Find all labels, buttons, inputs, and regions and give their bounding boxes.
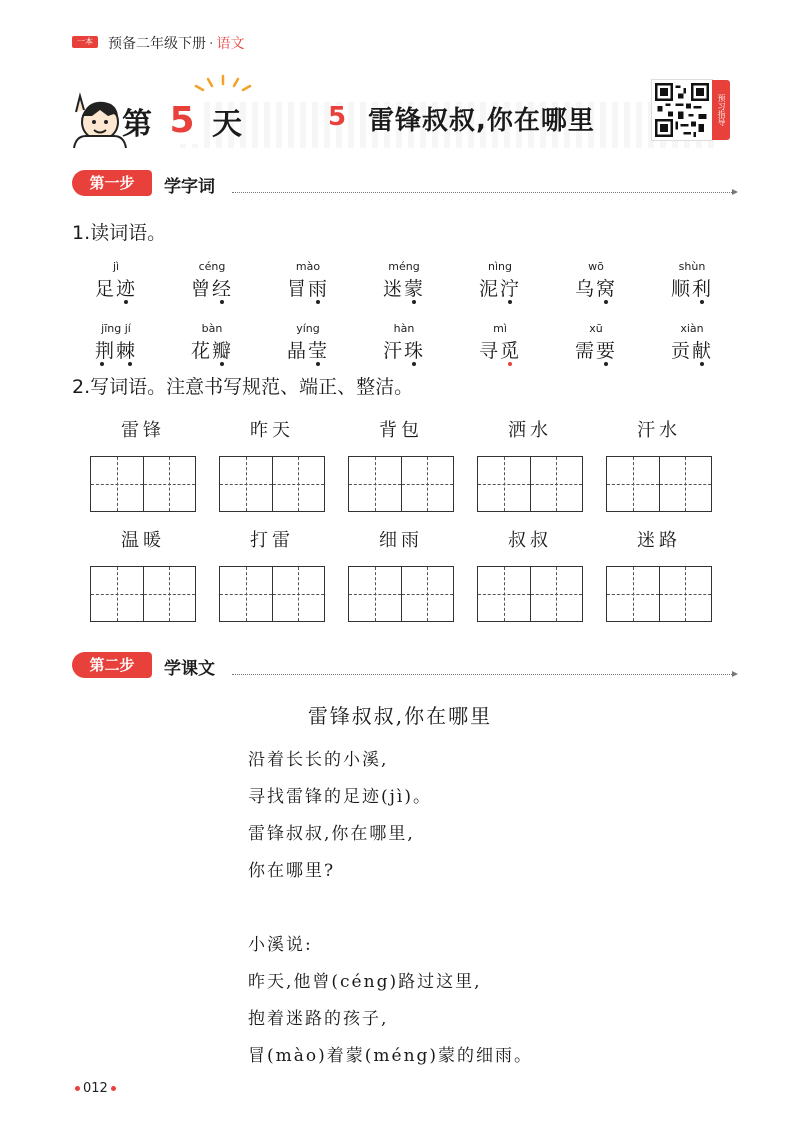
lesson-number: 5 bbox=[328, 102, 347, 132]
emphasis-dot bbox=[220, 362, 224, 366]
emphasis-dot bbox=[700, 300, 704, 304]
writing-square[interactable] bbox=[402, 457, 454, 511]
question1-title: 1.读词语。 bbox=[72, 222, 167, 244]
read-word bbox=[470, 322, 566, 372]
write-word-label: 细雨 bbox=[379, 530, 423, 551]
writing-square[interactable] bbox=[220, 457, 273, 511]
writing-square[interactable] bbox=[478, 457, 531, 511]
write-word-label: 温暖 bbox=[121, 530, 165, 551]
write-item bbox=[90, 526, 219, 636]
write-item bbox=[348, 416, 477, 526]
read-word bbox=[374, 322, 470, 372]
writing-square[interactable] bbox=[660, 457, 712, 511]
writing-square[interactable] bbox=[531, 457, 583, 511]
emphasis-dot bbox=[220, 300, 224, 304]
arrow-icon bbox=[732, 671, 738, 677]
write-word-label: 叔叔 bbox=[508, 530, 552, 551]
word-text: 迷蒙 bbox=[382, 278, 425, 300]
emphasis-dot bbox=[124, 300, 128, 304]
word-pinyin: nìng bbox=[488, 260, 512, 273]
poem-line: 昨天,他曾(céng)路过这里, bbox=[248, 972, 482, 992]
word-pinyin: bàn bbox=[201, 322, 223, 335]
book-name: 预备二年级下册 bbox=[108, 36, 206, 52]
write-word-label: 打雷 bbox=[250, 530, 294, 551]
tianzige-box[interactable] bbox=[219, 456, 325, 512]
word-pinyin: yíng bbox=[296, 322, 320, 335]
book-title bbox=[108, 33, 244, 53]
word-text: 需要 bbox=[574, 340, 617, 362]
read-word bbox=[566, 260, 662, 310]
read-word bbox=[662, 260, 758, 310]
word-text: 汗珠 bbox=[382, 340, 425, 362]
poem-title: 雷锋叔叔,你在哪里 bbox=[307, 704, 493, 728]
tianzige-box[interactable] bbox=[606, 566, 712, 622]
emphasis-dot bbox=[508, 362, 512, 366]
read-word bbox=[662, 322, 758, 372]
page-number bbox=[72, 1081, 119, 1096]
subject-label: 语文 bbox=[216, 36, 245, 52]
emphasis-dot bbox=[700, 362, 704, 366]
day-banner bbox=[70, 92, 730, 150]
word-pinyin: céng bbox=[198, 260, 226, 273]
tianzige-box[interactable] bbox=[219, 566, 325, 622]
read-word bbox=[470, 260, 566, 310]
arrow-icon bbox=[732, 189, 738, 195]
word-pinyin: wō bbox=[588, 260, 604, 273]
word-text: 冒雨 bbox=[286, 278, 329, 300]
write-item bbox=[477, 526, 606, 636]
writing-square[interactable] bbox=[91, 457, 144, 511]
step1-pill: 第一步 bbox=[72, 170, 152, 196]
write-word-label: 雷锋 bbox=[121, 420, 165, 441]
word-pinyin: mào bbox=[295, 260, 321, 273]
word-text: 曾经 bbox=[190, 278, 233, 300]
poem-body bbox=[248, 742, 533, 1075]
word-text: 泥泞 bbox=[478, 278, 521, 300]
word-reading-grid bbox=[86, 260, 726, 372]
word-text: 寻觅 bbox=[478, 340, 521, 362]
writing-square[interactable] bbox=[144, 567, 196, 621]
emphasis-dot bbox=[100, 362, 104, 366]
step2-pill: 第二步 bbox=[72, 652, 152, 678]
read-word bbox=[86, 260, 182, 310]
write-item bbox=[219, 526, 348, 636]
write-word-label: 昨天 bbox=[250, 420, 294, 441]
word-pinyin: xū bbox=[589, 322, 603, 335]
emphasis-dot bbox=[412, 300, 416, 304]
poem-line: 雷锋叔叔,你在哪里, bbox=[248, 824, 415, 844]
tianzige-box[interactable] bbox=[477, 456, 583, 512]
dot-icon bbox=[111, 1086, 116, 1091]
word-pinyin: méng bbox=[388, 260, 420, 273]
read-word bbox=[182, 260, 278, 310]
tianzige-box[interactable] bbox=[348, 566, 454, 622]
writing-square[interactable] bbox=[220, 567, 273, 621]
write-item bbox=[606, 416, 735, 526]
write-item bbox=[219, 416, 348, 526]
step2-header bbox=[72, 652, 732, 678]
word-text: 顺利 bbox=[670, 278, 713, 300]
word-text: 花瓣 bbox=[190, 340, 233, 362]
poem-line: 沿着长长的小溪, bbox=[248, 750, 389, 770]
mascot-icon bbox=[70, 92, 130, 150]
word-text: 荆棘 bbox=[94, 340, 137, 362]
read-word bbox=[278, 322, 374, 372]
writing-square[interactable] bbox=[273, 567, 325, 621]
writing-square[interactable] bbox=[349, 457, 402, 511]
writing-square[interactable] bbox=[91, 567, 144, 621]
write-item bbox=[90, 416, 219, 526]
read-word bbox=[182, 322, 278, 372]
writing-square[interactable] bbox=[402, 567, 454, 621]
read-word bbox=[86, 322, 182, 372]
question2-title: 2.写词语。注意书写规范、端正、整洁。 bbox=[72, 376, 414, 398]
day-prefix: 第 bbox=[122, 107, 152, 142]
emphasis-dot bbox=[412, 362, 416, 366]
brand-logo: 一本 bbox=[72, 36, 98, 48]
word-pinyin: xiàn bbox=[680, 322, 704, 335]
tianzige-box[interactable] bbox=[477, 566, 583, 622]
word-pinyin: mì bbox=[493, 322, 507, 335]
writing-square[interactable] bbox=[144, 457, 196, 511]
read-word bbox=[374, 260, 470, 310]
qr-code-block[interactable] bbox=[652, 80, 730, 144]
lesson-title: 雷锋叔叔,你在哪里 bbox=[368, 106, 595, 136]
word-pinyin: hàn bbox=[393, 322, 415, 335]
writing-square[interactable] bbox=[531, 567, 583, 621]
emphasis-dot bbox=[604, 300, 608, 304]
word-pinyin: jīng jí bbox=[101, 322, 131, 335]
writing-square[interactable] bbox=[660, 567, 712, 621]
write-item bbox=[348, 526, 477, 636]
word-pinyin: shùn bbox=[678, 260, 706, 273]
emphasis-dot bbox=[316, 362, 320, 366]
writing-square[interactable] bbox=[478, 567, 531, 621]
dot-icon bbox=[75, 1086, 80, 1091]
step1-header bbox=[72, 170, 732, 196]
emphasis-dot bbox=[316, 300, 320, 304]
step1-label: 学字词 bbox=[164, 177, 215, 197]
step2-label: 学课文 bbox=[164, 659, 215, 679]
word-writing-grid bbox=[90, 416, 720, 636]
read-word bbox=[566, 322, 662, 372]
word-text: 乌窝 bbox=[574, 278, 617, 300]
word-pinyin: jì bbox=[112, 260, 120, 273]
day-number: 5 bbox=[162, 98, 202, 144]
page-number-text: 012 bbox=[83, 1081, 108, 1096]
emphasis-dot bbox=[508, 300, 512, 304]
word-text: 晶莹 bbox=[286, 340, 329, 362]
tianzige-box[interactable] bbox=[90, 566, 196, 622]
day-suffix: 天 bbox=[212, 107, 242, 142]
emphasis-dot bbox=[604, 362, 608, 366]
read-word bbox=[278, 260, 374, 310]
write-word-label: 迷路 bbox=[637, 530, 681, 551]
sun-rays-icon bbox=[188, 74, 258, 96]
tianzige-box[interactable] bbox=[606, 456, 712, 512]
write-word-label: 洒水 bbox=[508, 420, 552, 441]
poem-line: 抱着迷路的孩子, bbox=[248, 1009, 389, 1029]
title-separator: · bbox=[209, 36, 214, 52]
step2-divider bbox=[232, 674, 732, 675]
day-indicator bbox=[122, 98, 242, 144]
write-item bbox=[606, 526, 735, 636]
writing-square[interactable] bbox=[607, 457, 660, 511]
poem-line: 小溪说: bbox=[248, 935, 313, 955]
writing-square[interactable] bbox=[273, 457, 325, 511]
step1-divider bbox=[232, 192, 732, 193]
write-word-label: 汗水 bbox=[637, 420, 681, 441]
emphasis-dot bbox=[128, 362, 132, 366]
tianzige-box[interactable] bbox=[348, 456, 454, 512]
poem-line: 你在哪里? bbox=[248, 861, 336, 881]
poem-line: 寻找雷锋的足迹(jì)。 bbox=[248, 787, 432, 807]
poem-stanza-break bbox=[248, 890, 533, 927]
writing-square[interactable] bbox=[349, 567, 402, 621]
tianzige-box[interactable] bbox=[90, 456, 196, 512]
qr-tag-label: 预习指导 bbox=[712, 80, 730, 140]
word-text: 贡献 bbox=[670, 340, 713, 362]
writing-square[interactable] bbox=[607, 567, 660, 621]
word-text: 足迹 bbox=[94, 278, 137, 300]
write-word-label: 背包 bbox=[379, 420, 423, 441]
poem-line: 冒(mào)着蒙(méng)蒙的细雨。 bbox=[248, 1046, 534, 1066]
qr-code-icon[interactable] bbox=[652, 80, 712, 140]
write-item bbox=[477, 416, 606, 526]
